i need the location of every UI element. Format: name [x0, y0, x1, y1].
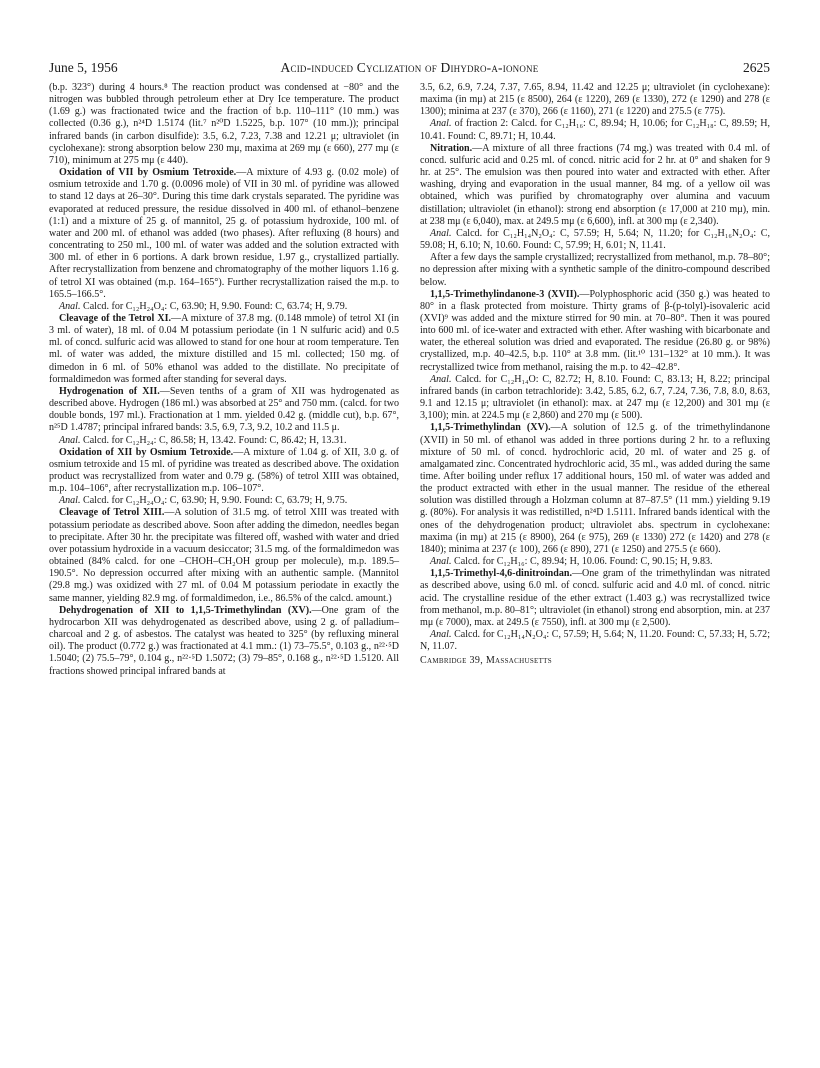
paragraph-text: —One gram of the hydrocarbon XII was dehydrogenated as described above, using 2 g. of palladium–charcoal and 2 g. of asbestos. The catalyst was heated to 325° (by refluxing mineral oil). The product (0.772 g.) was fractionated at 4.1 mm.: (1) 73–75.5°, 0.103 g., n²²·⁵D 1.5040; (2) 75.5–79°, 0.104 g., n²²·⁵D 1.5072; (3) 79–85°, 0.168 g., n²²·⁵D 1.5120. All fractions showed principal infrared bands at [49, 604, 399, 677]
paragraph [420, 289, 770, 374]
right-column [420, 82, 770, 668]
paragraph-text: Calcd. for C₁₂H₂₄: C, 86.58; H, 13.42. Found: C, 86.42; H, 13.31. [80, 434, 347, 446]
paragraph [49, 495, 399, 507]
paragraph [420, 629, 770, 653]
header-title: Acid-induced Cyclization of Dihydro-α-ionone [280, 60, 539, 75]
paragraph-text: —A mixture of all three fractions (74 mg.) was treated with 0.4 ml. of concd. sulfuric acid and 0.25 ml. of concd. nitric acid for 2 hr. at 0° and shaken for 9 hr. at 25°. The emulsion was then poured into water and extracted with ether. After washing, drying and evaporation in the usual manner, 84 mg. of a yellow oil was obtained, which was purified by chromatography over alumina and vacuum distillation; ultraviolet (in ethanol): strong end absorption (ε 17,000 at 210 mμ), min. at 238 mμ (ε 6,040), max. at 249.5 mμ (ε 6,600), infl. at 300 mμ (ε 2,340). [420, 142, 770, 227]
paragraph-text: Calcd. for C₁₂H₁₄N₂O₄: C, 57.59; H, 5.64; N, 11.20; for C₁₂H₁₆N₂O₄: C, 59.08; H, 6.10; N, 10.60. Found: C, 57.99; H, 6.01; N, 11.41. [420, 227, 770, 252]
paragraph-text: Calcd. for C₁₂H₁₆: C, 89.94; H, 10.06. Found: C, 90.15; H, 9.83. [451, 556, 713, 568]
paragraph [420, 143, 770, 228]
analysis-label: Anal. [430, 556, 452, 568]
paragraph [49, 435, 399, 447]
paragraph-text: —A mixture of 4.93 g. (0.02 mole) of osmium tetroxide and 1.70 g. (0.0096 mole) of VII in 30 ml. of pyridine was allowed to stand 12 days at 26–30°. During this time dark crystals separated. The pyridine was evaporated at reduced pressure, the residue dissolved in 400 ml. of ethanol–benzene (1:1) and a mixture of 25 g. of mannitol, 25 g. of potassium hydroxide, 100 ml. of water and 200 ml. of ethanol was added (two phases). After refluxing (8 hours) and concentrating to 250 ml., 100 ml. of water was added and the solution extracted with 300 ml. of ether in 6 portions. A dark brown residue, 1.97 g., crystallized partially. After recrystallization from benzene and chromatography of the mother liquors 1.16 g. of tetrol XI was obtained (m.p. 164–165°). Further recrystallization raised the m.p. to 165.5–166.5°. [49, 167, 399, 300]
section-heading: 1,1,5-Trimethyl-4,6-dinitroindan. [430, 568, 572, 580]
paragraph-text: Calcd. for C₁₂H₁₄N₂O₄: C, 57.59; H, 5.64; N, 11.20. Found: C, 57.33; H, 5.72; N, 11.07. [420, 629, 770, 653]
author-address: Cambridge 39, Massachusetts [420, 655, 552, 667]
analysis-label: Anal. [59, 300, 81, 312]
section-heading: Oxidation of XII by Osmium Tetroxide. [59, 446, 234, 458]
paragraph [49, 386, 399, 435]
paragraph-text: —A mixture of 37.8 mg. (0.148 mmole) of tetrol XI (in 3 ml. of water), 18 ml. of 0.04 M potassium periodate (in 1 N sulfuric acid) and 0.5 ml. of concd. sulfuric acid was allowed to stand for one hour at room temperature. Ten ml. of water was added, the mixture distilled and 15 ml. collected; 150 mg. of dimedon in 6 ml. of 50% ethanol was added to the distillate. No precipitate of formaldimedon was formed after standing for several days. [49, 312, 399, 385]
analysis-label: Anal. [59, 434, 81, 446]
paragraph [49, 605, 399, 678]
analysis-label: Anal. [59, 495, 81, 507]
paragraph [420, 422, 770, 556]
paragraph-text: —Seven tenths of a gram of XII was hydrogenated as described above. Hydrogen (186 ml.) was absorbed at 25° and 750 mm. (calcd. for two double bonds, 197 ml.). Fractionation at 1 mm. yielded 0.42 g. (middle cut), b.p. 67°, n²⁵D 1.4787; principal infrared bands: 3.5, 6.9, 7.3, 9.2, 10.2 and 11.5 μ. [49, 385, 399, 434]
paragraph [420, 556, 770, 568]
paragraph-text: Calcd. for C₁₂H₁₄O: C, 82.72; H, 8.10. Found: C, 83.13; H, 8.22; principal infrared bands (in carbon tetrachloride): 3.42, 5.85, 6.2, 6.7, 7.24, 7.36, 7.8, 8.0, 8.63, 9.1 and 12.15 μ; ultraviolet (in ethanol): max. at 247 mμ (ε 12,200) and 301 mμ (ε 3,100); min. at 224.5 mμ (ε 2,860) and 270 mμ (ε 500). [420, 373, 770, 422]
paragraph [420, 118, 770, 142]
paragraph [420, 82, 770, 118]
section-heading: Oxidation of VII by Osmium Tetroxide. [59, 167, 237, 179]
paragraph-text: —A solution of 31.5 mg. of tetrol XIII was treated with potassium periodate as described above. Soon after adding the dimedon, needles began to precipitate. After 30 hr. the precipitate was filtered off, washed with water and dried over potassium hydroxide in a vacuum desiccator; 31.5 mg. of the formaldimedon was obtained (84% calcd. for one –CHOH–CH₂OH group per molecule), m.p. 189.5–190.5°. No depression occurred after mixing with an authentic sample. (Mannitol (29.8 mg.) was oxidized with 27 ml. of 0.04 M potassium periodate in exactly the same manner, yielding 82.9 mg. of formaldimedon, i.e., 86.5% of the calcd. amount.) [49, 507, 399, 604]
section-heading: Nitration. [430, 142, 473, 154]
section-heading: Dehydrogenation of XII to 1,1,5-Trimethylindan (XV). [59, 604, 312, 616]
paragraph [420, 228, 770, 252]
paragraph [420, 568, 770, 629]
paragraph [49, 313, 399, 386]
analysis-label: Anal. [430, 373, 452, 385]
paragraph-text: Calcd. for C₁₂H₂₄O₄: C, 63.90; H, 9.90. Found: C, 63.79; H, 9.75. [80, 495, 348, 507]
analysis-label: Anal. [430, 227, 452, 239]
paragraph [49, 447, 399, 496]
paragraph-text: After a few days the sample crystallized; recrystallized from methanol, m.p. 78–80°; no depression after mixing with a synthetic sample of the dinitro-compound described below. [420, 252, 770, 288]
header-date: June 5, 1956 [49, 60, 118, 75]
section-heading: Cleavage of the Tetrol XI. [59, 312, 172, 324]
section-heading: 1,1,5-Trimethylindanone-3 (XVII). [430, 288, 580, 300]
paragraph-text: of fraction 2: Calcd. for C₁₂H₁₆: C, 89.94; H, 10.06; for C₁₂H₁₈: C, 89.59; H, 10.41. Found: C, 89.71; H, 10.44. [420, 118, 770, 142]
paragraph-text: —One gram of the trimethylindan was nitrated as described above, using 6.0 ml. of concd. sulfuric acid and 4.0 ml. of concd. nitric acid. The crystalline residue of the ether extract (1.403 g.) was recrystallized twice from methanol, m.p. 80–81°; ultraviolet (in ethanol) strong end absorption, min. at 237 mμ (ε 7000), max. at 249.5 (ε 7550), infl. at 300 mμ (ε 2,500). [420, 568, 770, 628]
paragraph [49, 301, 399, 313]
running-header [49, 60, 770, 80]
paragraph-text: —A solution of 12.5 g. of the trimethylindanone (XVII) in 50 ml. of ethanol was added in three portions during 2 hr. to a refluxing mixture of 50 ml. of concd. hydrochloric acid, 20 ml. of water and 25 g. of amalgamated zinc. Concentrated hydrochloric acid, 35 ml., was added during the same time. After boiling under reflux 17 additional hours, 150 ml. of water was added and the product extracted with ether in the usual manner. The residue of the ethereal solution was distilled through a Holzman column at 87–87.5° (11 mm.) yielding 9.19 g. (80%). For analysis it was redistilled, n²⁴D 1.5111. Infrared bands identical with the ones of the dehydrogenation product; ultraviolet abs. spectrum in cyclohexane: maxima (in mμ) at 215 (ε 8900), 264 (ε 975), 269 (ε 1330) 272 (ε 1420) and 278 (ε 1840); minima at 237 (ε 100), 266 (ε 890), 271 (ε 1250) and 275.5 (ε 660). [420, 422, 771, 555]
paragraph [420, 374, 770, 423]
paragraph-text: (b.p. 323°) during 4 hours.⁸ The reaction product was condensed at −80° and the nitrogen was bubbled through petroleum ether at Dry Ice temperature. The product (1.69 g.) was fractionated twice and the fraction of b.p. 110–111° (10 mm.) was collected (0.36 g.), n²⁴D 1.5174 (lit.⁷ n²⁰D 1.5225, b.p. 107° (10 mm.)); principal infrared bands (in carbon disulfide): 3.5, 6.2, 7.23, 7.38 and 12.21 μ; ultraviolet (in cyclohexane): strong absorption below 230 mμ, maxima at 269 mμ (ε 660), 277 mμ (ε 710), minimum at 275 mμ (ε 440). [49, 82, 399, 166]
paragraph-text: 3.5, 6.2, 6.9, 7.24, 7.37, 7.65, 8.94, 11.42 and 12.25 μ; ultraviolet (in cyclohexane): maxima (in mμ) at 215 (ε 8500), 264 (ε 1220), 269 (ε 1330), 272 (ε 1290) and 278 (ε 1300); minima at 237 (ε 370), 266 (ε 1160), 271 (ε 1220) and 275.5 (ε 775). [420, 82, 770, 118]
paragraph-text: Calcd. for C₁₂H₂₄O₄: C, 63.90; H, 9.90. Found: C, 63.74; H, 9.79. [80, 300, 348, 312]
section-heading: Cleavage of Tetrol XIII. [59, 507, 165, 519]
left-column [49, 82, 399, 678]
analysis-label: Anal. [430, 118, 452, 130]
analysis-label: Anal. [430, 629, 452, 641]
paragraph [49, 167, 399, 301]
paragraph [420, 252, 770, 288]
page-number: 2625 [743, 60, 770, 75]
paragraph-text: —Polyphosphoric acid (350 g.) was heated to 80° in a flask protected from moisture. Thirty grams of β-(p-tolyl)-isovaleric acid (XVI)⁹ was added and the mixture stirred for 90 min. at 70–80°. Then it was poured into 600 ml. of ice-water and extracted with ether. After washing with bicarbonate and water, the ethereal solution was dried and evaporated. The residue (26.80 g. or 98%) crystallized, m.p. 40–42.5, b.p. 110° at 3.8 mm. (lit.¹⁰ 131–132° at 10 mm.). It was recrystallized twice from methanol, raising the m.p. to 42–42.8°. [420, 288, 770, 373]
paragraph [49, 82, 399, 167]
section-heading: Hydrogenation of XII. [59, 385, 160, 397]
paragraph [49, 507, 399, 604]
paragraph-text: —A mixture of 1.04 g. of XII, 3.0 g. of osmium tetroxide and 15 ml. of pyridine was treated as described above. The oxidation product was recrystallized from water and 0.79 g. (58%) of tetrol XIII was obtained, m.p. 104–106°, after recrystallization m.p. 106–107°. [49, 446, 399, 495]
section-heading: 1,1,5-Trimethylindan (XV). [430, 422, 551, 434]
